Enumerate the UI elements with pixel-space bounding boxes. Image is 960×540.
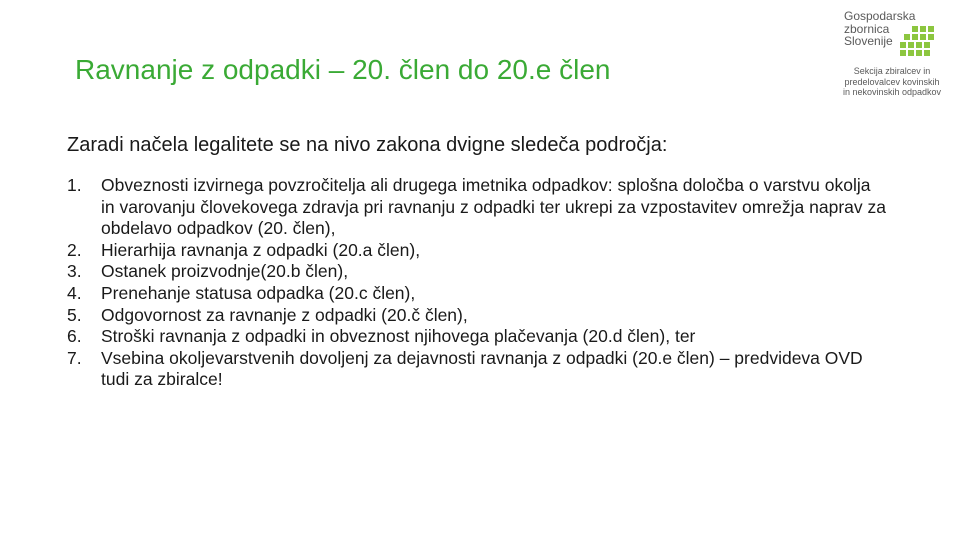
logo-org-name: Gospodarska zbornica Slovenije <box>844 9 916 48</box>
list-item <box>67 240 887 262</box>
gzs-logo <box>836 8 948 108</box>
item-text: Hierarhija ravnanja z odpadki (20.a člen), <box>101 239 421 260</box>
gzs-grid-icon <box>900 26 934 60</box>
item-text: Odgovornost za ravnanje z odpadki (20.č člen), <box>101 304 468 325</box>
item-number: 3. <box>67 261 82 282</box>
item-number: 7. <box>67 347 82 368</box>
item-text: Stroški ravnanja z odpadki in obveznost njihovega plačevanja (20.d člen), ter <box>101 326 696 347</box>
item-text: Vsebina okoljevarstvenih dovoljenj za dejavnosti ravnanja z odpadki (20.e člen) – predvideva OVD tudi za zbiralce! <box>101 347 863 390</box>
logo-section-name: Sekcija zbiralcev in predelovalcev kovinskih in nekovinskih odpadkov <box>842 66 942 97</box>
list-item <box>67 305 887 327</box>
slide-title: Ravnanje z odpadki – 20. člen do 20.e člen <box>75 54 611 85</box>
item-text: Ostanek proizvodnje(20.b člen), <box>101 261 349 282</box>
item-number: 6. <box>67 326 82 347</box>
list-item <box>67 326 887 348</box>
item-text: Obveznosti izvirnega povzročitelja ali drugega imetnika odpadkov: splošna določba o varstvu okolja in varovanju človekovega zdravja pri ravnanju z odpadki ter ukrepi za vzpostavitev omrežja naprav za obdelavo odpadkov (20. člen), <box>101 175 886 239</box>
item-text: Prenehanje statusa odpadka (20.c člen), <box>101 282 416 303</box>
list-item <box>67 261 887 283</box>
list-item <box>67 348 887 391</box>
list-item <box>67 283 887 305</box>
item-number: 5. <box>67 304 82 325</box>
list-item <box>67 175 887 240</box>
item-number: 2. <box>67 239 82 260</box>
item-number: 4. <box>67 282 82 303</box>
article-list <box>67 175 887 391</box>
intro-text: Zaradi načela legalitete se na nivo zakona dvigne sledeča področja: <box>67 134 668 156</box>
item-number: 1. <box>67 175 82 195</box>
